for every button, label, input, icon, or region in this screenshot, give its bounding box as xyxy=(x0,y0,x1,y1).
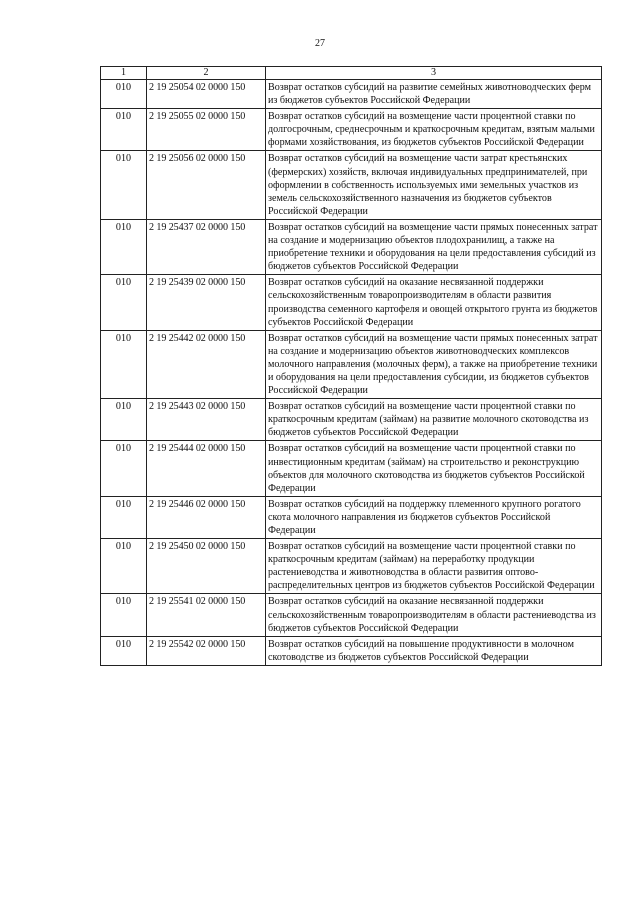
admin-code-cell: 010 xyxy=(101,399,147,441)
budget-codes-table xyxy=(100,66,602,666)
table-row xyxy=(101,109,602,151)
admin-code-cell: 010 xyxy=(101,109,147,151)
admin-code-cell: 010 xyxy=(101,80,147,109)
admin-code-cell: 010 xyxy=(101,219,147,274)
header-col-3: 3 xyxy=(266,67,602,80)
budget-classification-code-cell: 2 19 25542 02 0000 150 xyxy=(147,636,266,665)
admin-code-cell: 010 xyxy=(101,330,147,398)
table-row xyxy=(101,219,602,274)
table-row xyxy=(101,441,602,496)
table-row xyxy=(101,151,602,219)
budget-classification-code-cell: 2 19 25056 02 0000 150 xyxy=(147,151,266,219)
table-row xyxy=(101,80,602,109)
income-description-cell: Возврат остатков субсидий на возмещение части прямых понесенных затрат на создание и модернизацию объектов животноводческих комплексов молочного направления (молочных ферм), а также на приобретение техники и оборудования на цели предоставления субсидии, из бюджетов субъектов Российской Федерации xyxy=(266,330,602,398)
header-row xyxy=(101,67,602,80)
budget-classification-code-cell: 2 19 25442 02 0000 150 xyxy=(147,330,266,398)
table-row xyxy=(101,496,602,538)
income-description-cell: Возврат остатков субсидий на поддержку племенного крупного рогатого скота молочного направления из бюджетов субъектов Российской Федерации xyxy=(266,496,602,538)
admin-code-cell: 010 xyxy=(101,151,147,219)
budget-classification-code-cell: 2 19 25446 02 0000 150 xyxy=(147,496,266,538)
income-description-cell: Возврат остатков субсидий на возмещение части процентной ставки по инвестиционным кредитам (займам) на строительство и реконструкцию объектов для молочного скотоводства из бюджетов субъектов Российской Федерации xyxy=(266,441,602,496)
income-description-cell: Возврат остатков субсидий на оказание несвязанной поддержки сельскохозяйственным товаропроизводителям в области растениеводства из бюджетов субъектов Российской Федерации xyxy=(266,594,602,636)
header-col-1: 1 xyxy=(101,67,147,80)
income-description-cell: Возврат остатков субсидий на возмещение части процентной ставки по краткосрочным кредитам (займам) на переработку продукции растениеводства и животноводства в области развития оптово-распределительных центров из бюджетов субъектов Российской Федерации xyxy=(266,539,602,594)
income-description-cell: Возврат остатков субсидий на возмещение части процентной ставки по краткосрочным кредитам (займам) на развитие молочного скотоводства из бюджетов субъектов Российской Федерации xyxy=(266,399,602,441)
page-number: 27 xyxy=(315,38,325,49)
table-row xyxy=(101,636,602,665)
budget-classification-code-cell: 2 19 25055 02 0000 150 xyxy=(147,109,266,151)
budget-classification-code-cell: 2 19 25437 02 0000 150 xyxy=(147,219,266,274)
table-row xyxy=(101,275,602,330)
admin-code-cell: 010 xyxy=(101,594,147,636)
header-col-2: 2 xyxy=(147,67,266,80)
income-description-cell: Возврат остатков субсидий на развитие семейных животноводческих ферм из бюджетов субъектов Российской Федерации xyxy=(266,80,602,109)
table-row xyxy=(101,399,602,441)
income-description-cell: Возврат остатков субсидий на возмещение части прямых понесенных затрат на создание и модернизацию объектов плодохранилищ, а также на приобретение техники и оборудования на цели предоставления субсидий из бюджетов субъектов Российской Федерации xyxy=(266,219,602,274)
income-description-cell: Возврат остатков субсидий на оказание несвязанной поддержки сельскохозяйственным товаропроизводителям в области развития производства семенного картофеля и овощей открытого грунта из бюджетов субъектов Российской Федерации xyxy=(266,275,602,330)
budget-classification-code-cell: 2 19 25450 02 0000 150 xyxy=(147,539,266,594)
income-description-cell: Возврат остатков субсидий на возмещение части затрат крестьянских (фермерских) хозяйств, включая индивидуальных предпринимателей, при оформлении в собственность используемых ими земельных участков из земель сельскохозяйственного назначения из бюджетов субъектов Российской Федерации xyxy=(266,151,602,219)
admin-code-cell: 010 xyxy=(101,441,147,496)
income-description-cell: Возврат остатков субсидий на повышение продуктивности в молочном скотоводстве из бюджетов субъектов Российской Федерации xyxy=(266,636,602,665)
admin-code-cell: 010 xyxy=(101,275,147,330)
admin-code-cell: 010 xyxy=(101,496,147,538)
budget-classification-code-cell: 2 19 25439 02 0000 150 xyxy=(147,275,266,330)
budget-classification-code-cell: 2 19 25443 02 0000 150 xyxy=(147,399,266,441)
table-row xyxy=(101,539,602,594)
budget-classification-code-cell: 2 19 25054 02 0000 150 xyxy=(147,80,266,109)
table-row xyxy=(101,594,602,636)
table-row xyxy=(101,330,602,398)
budget-classification-code-cell: 2 19 25444 02 0000 150 xyxy=(147,441,266,496)
admin-code-cell: 010 xyxy=(101,636,147,665)
income-description-cell: Возврат остатков субсидий на возмещение части процентной ставки по долгосрочным, среднесрочным и краткосрочным кредитам, взятым малыми формами хозяйствования, из бюджетов субъектов Российской Федерации xyxy=(266,109,602,151)
table-body xyxy=(101,80,602,666)
budget-classification-code-cell: 2 19 25541 02 0000 150 xyxy=(147,594,266,636)
admin-code-cell: 010 xyxy=(101,539,147,594)
table-header xyxy=(101,67,602,80)
